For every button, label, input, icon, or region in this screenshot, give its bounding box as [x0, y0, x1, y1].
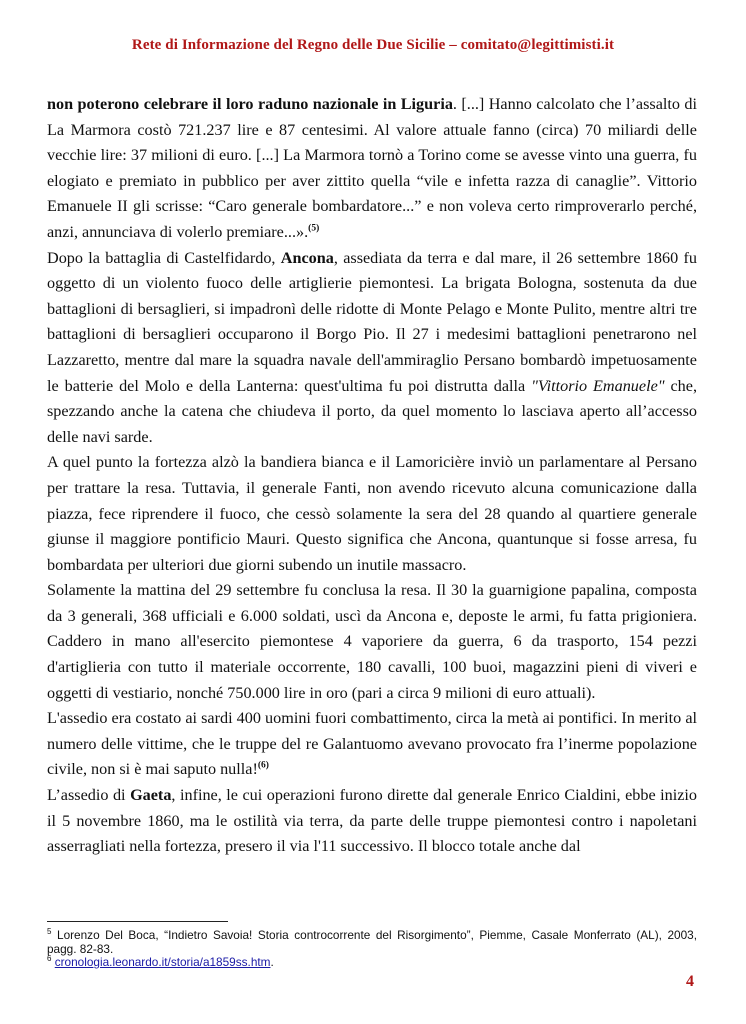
paragraph-text: . [...] Hanno calcolato che l’assalto di La Marmora costò 721.237 lire e 87 centesimi. Al valore attuale fanno (circa) 70 miliardi delle vecchie lire: 37 milioni di euro. [...] La Marmora tornò a Torino come se avesse vinto una guerra, fu elogiato e premiato in pubblico per aver zittito quella “vile e infetta razza di canaglie”. Vittorio Emanuele II gli scrisse: “Caro generale bombardatore...” e non voleva certo rimproverarlo perché, anzi, annunciava di volerlo premiare...». [47, 95, 697, 241]
footnote-number: 6 [47, 954, 52, 964]
paragraph-text: L’assedio di [47, 786, 131, 805]
document-body [47, 92, 697, 860]
footnote-ref-5: (5) [308, 223, 320, 234]
footnote-divider [47, 921, 228, 922]
footnote-ref-6: (6) [257, 761, 269, 772]
paragraph-5 [47, 706, 697, 783]
footnote-6 [47, 956, 697, 970]
footnote-link[interactable]: cronologia.leonardo.it/storia/a1859ss.htm [54, 955, 271, 970]
italic-ship-name: "Vittorio Emanuele" [531, 376, 665, 395]
paragraph-4: Solamente la mattina del 29 settembre fu conclusa la resa. Il 30 la guarnigione papalina, composta da 3 generali, 368 ufficiali e 6.000 soldati, uscì da Ancona e, deposte le armi, fu fatta prigioniera. Caddero in mano all'esercito piemontese 4 vaporiere da guerra, 6 da trasporto, 154 pezzi d'artiglieria con tutto il materiale occorrente, 180 cavalli, 100 buoi, magazzini pieni di viveri e oggetti di vestiario, nonché 750.000 lire in oro (pari a circa 9 milioni di euro attuali). [47, 581, 697, 702]
bold-place-gaeta: Gaeta [130, 786, 172, 805]
footnote-text: Lorenzo Del Boca, “Indietro Savoia! Storia controcorrente del Risorgimento”, Piemme, Casale Monferrato (AL), 2003, pagg. 82-83. [47, 928, 697, 956]
paragraph-6 [47, 783, 697, 860]
paragraph-text: , assediata da terra e dal mare, il 26 settembre 1860 fu oggetto di un violento fuoco delle artiglierie piemontesi. La brigata Bologna, sostenuta da due battaglioni di bersaglieri, si impadronì delle ridotte di Monte Pelago e Monte Pulito, mentre altri tre battaglioni di bersaglieri occuparono il Borgo Pio. Il 27 i medesimi battaglioni penetrarono nel Lazzaretto, mentre dal mare la squadra navale dell'ammiraglio Persano bombardò impetuosamente le batterie del Molo e della Lanterna: quest'ultima fu poi distrutta dalla [47, 248, 697, 395]
footnotes-section [47, 929, 697, 970]
bold-place-ancona: Ancona [280, 248, 334, 267]
paragraph-text: L'assedio era costato ai sardi 400 uomini fuori combattimento, circa la metà ai pontifici. In merito al numero delle vittime, che le truppe del re Galantuomo avevano provocato fra l’inerme popolazione civile, non si è mai saputo nulla! [47, 709, 697, 779]
paragraph-1 [47, 92, 697, 246]
paragraph-3: A quel punto la fortezza alzò la bandiera bianca e il Lamoricière inviò un parlamentare al Persano per trattare la resa. Tuttavia, il generale Fanti, non avendo ricevuto alcuna comunicazione dalla piazza, fece riprendere il fuoco, che cessò solamente la sera del 28 quando al quartiere generale giunse il maggiore pontificio Mauri. Questo significa che Ancona, quantunque si fosse arresa, fu bombardata per ulteriori due giorni subendo un inutile massacro. [47, 453, 697, 574]
footnote-5 [47, 929, 697, 956]
page-header: Rete di Informazione del Regno delle Due Sicilie – comitato@legittimisti.it [131, 37, 615, 53]
paragraph-text: , infine, le cui operazioni furono dirette dal generale Enrico Cialdini, ebbe inizio il 5 novembre 1860, ma le ostilità via terra, da parte delle truppe piemontesi contro i napoletani asserragliati nella fortezza, presero il via l'11 successivo. Il blocco totale anche dal [47, 786, 697, 856]
paragraph-text: Dopo la battaglia di Castelfidardo, [47, 248, 281, 267]
footnote-text: . [270, 955, 274, 970]
paragraph-text: che, spezzando anche la catena che chiudeva il porto, da quel momento lo lasciava aperto all’accesso delle navi sarde. [47, 376, 698, 446]
paragraph-2 [47, 246, 697, 451]
page-number: 4 [686, 973, 694, 990]
footnote-number: 5 [47, 927, 52, 937]
bold-lead-text: non poterono celebrare il loro raduno nazionale in Liguria [47, 95, 453, 113]
